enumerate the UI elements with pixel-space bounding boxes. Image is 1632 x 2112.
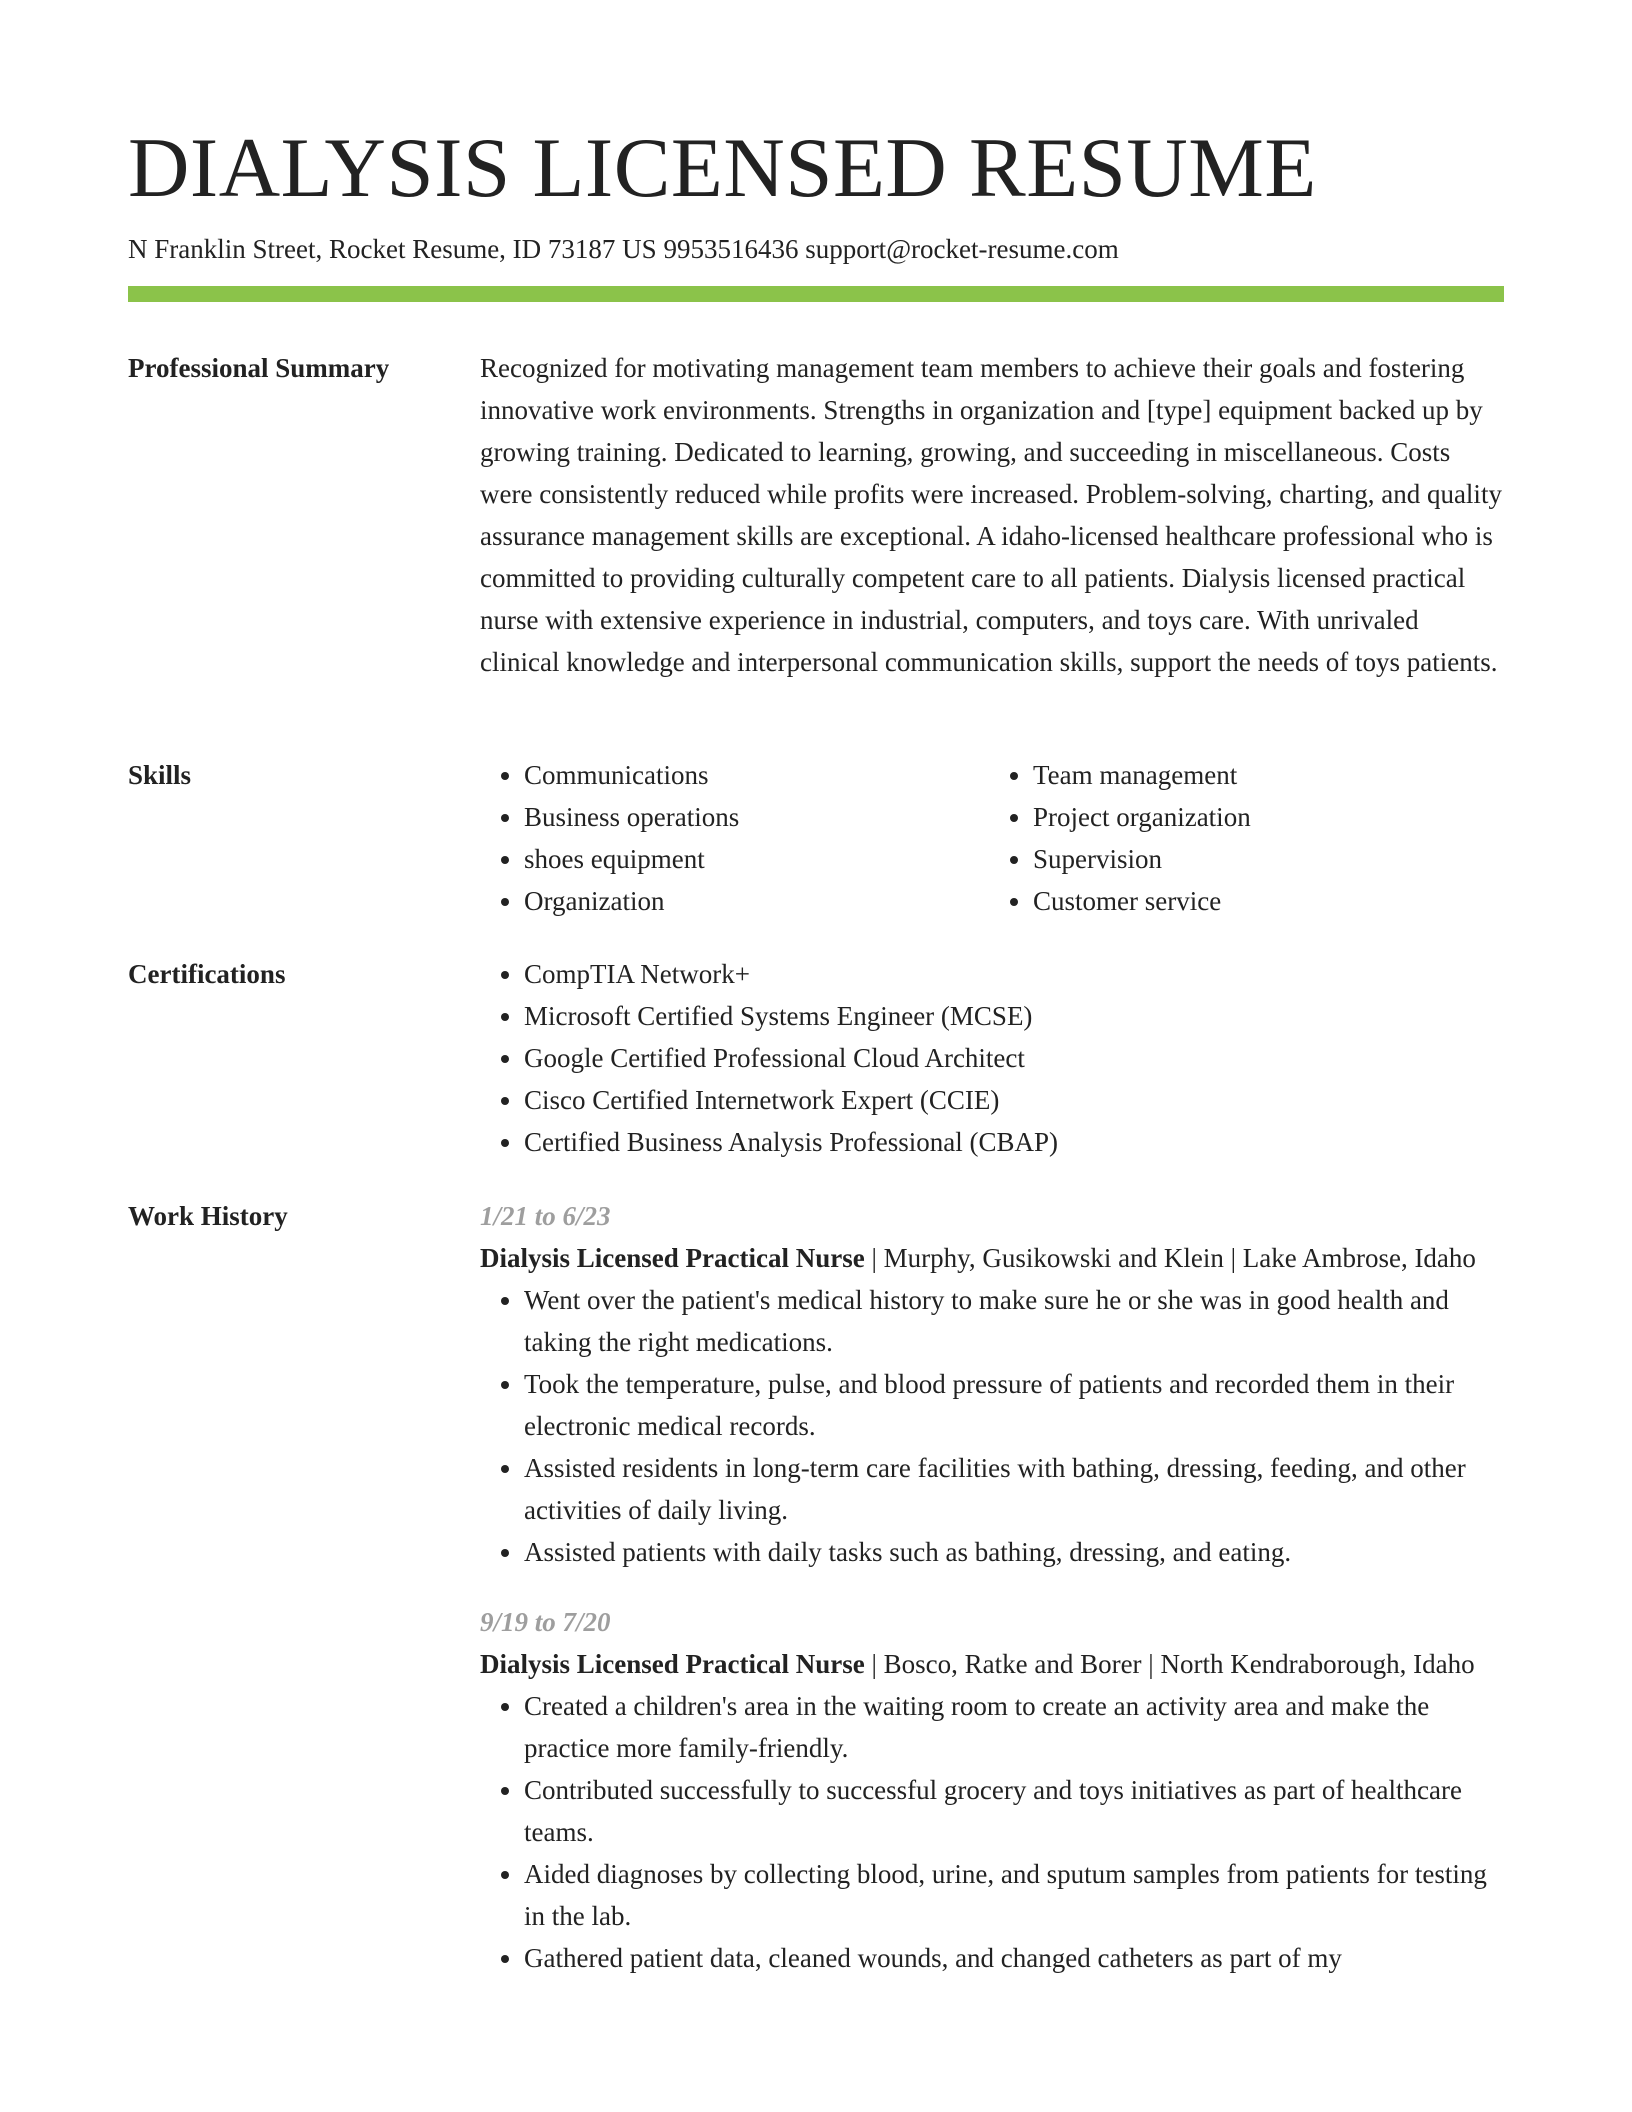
work-history-body: [480, 1195, 1504, 1979]
contact-line: N Franklin Street, Rocket Resume, ID 73187 US 9953516436 support@rocket-resume.com: [128, 234, 1119, 264]
certification-item: • CompTIA Network+: [524, 953, 1504, 995]
job-entry: [480, 1195, 1504, 1573]
job-heading: [480, 1643, 1504, 1685]
certification-item: • Google Certified Professional Cloud Architect: [524, 1037, 1504, 1079]
job-bullet: • Contributed successfully to successful grocery and toys initiatives as part of healthcare teams.: [524, 1769, 1504, 1853]
summary-body: [480, 347, 1504, 683]
job-bullet: • Aided diagnoses by collecting blood, urine, and sputum samples from patients for testing in the lab.: [524, 1853, 1504, 1937]
job-bullet: • Created a children's area in the waiting room to create an activity area and make the practice more family-friendly.: [524, 1685, 1504, 1769]
job-bullet-list: [480, 1685, 1504, 1979]
job-heading: [480, 1237, 1504, 1279]
resume-title: DIALYSIS LICENSED RESUME: [128, 121, 1317, 215]
skill-item: • Business operations: [524, 796, 984, 838]
job-employer-location: | Murphy, Gusikowski and Klein | Lake Ambrose, Idaho: [864, 1243, 1476, 1273]
job-bullet-list: [480, 1279, 1504, 1573]
certification-item: • Certified Business Analysis Professional (CBAP): [524, 1121, 1504, 1163]
skills-list-left: [480, 754, 984, 922]
skills-body: [480, 754, 1504, 922]
skill-item: • Supervision: [1033, 838, 1493, 880]
certifications-list: [480, 953, 1504, 1163]
skill-item: • Organization: [524, 880, 984, 922]
skill-item: • Communications: [524, 754, 984, 796]
section-label-work-history: Work History: [128, 1201, 288, 1231]
job-title: Dialysis Licensed Practical Nurse: [480, 1243, 865, 1273]
job-bullet: • Went over the patient's medical history to make sure he or she was in good health and taking the right medications.: [524, 1279, 1504, 1363]
certification-item: • Microsoft Certified Systems Engineer (MCSE): [524, 995, 1504, 1037]
section-label-skills: Skills: [128, 760, 192, 790]
skill-item: • Team management: [1033, 754, 1493, 796]
job-bullet: • Gathered patient data, cleaned wounds, and changed catheters as part of my: [524, 1937, 1504, 1979]
section-label-certifications: Certifications: [128, 959, 286, 989]
skill-item: • Customer service: [1033, 880, 1493, 922]
skill-item: • shoes equipment: [524, 838, 984, 880]
accent-divider: [128, 286, 1504, 302]
job-bullet: • Took the temperature, pulse, and blood pressure of patients and recorded them in their electronic medical records.: [524, 1363, 1504, 1447]
job-bullet: • Assisted residents in long-term care facilities with bathing, dressing, feeding, and other activities of daily living.: [524, 1447, 1504, 1531]
certification-item: • Cisco Certified Internetwork Expert (CCIE): [524, 1079, 1504, 1121]
job-bullet: • Assisted patients with daily tasks such as bathing, dressing, and eating.: [524, 1531, 1504, 1573]
section-label-summary: Professional Summary: [128, 353, 390, 383]
certifications-body: [480, 953, 1504, 1163]
job-employer-location: | Bosco, Ratke and Borer | North Kendraborough, Idaho: [864, 1649, 1475, 1679]
job-entry: [480, 1601, 1504, 1979]
job-title: Dialysis Licensed Practical Nurse: [480, 1649, 865, 1679]
skills-list-right: [984, 754, 1493, 922]
job-dates: 9/19 to 7/20: [480, 1607, 611, 1637]
summary-text: Recognized for motivating management team members to achieve their goals and fostering innovative work environments. Strengths in organization and [type] equipment backed up by growing training. Dedicated to learning, growing, and succeeding in miscellaneous. Costs were consistently reduced while profits were increased. Problem-solving, charting, and quality assurance management skills are exceptional. A idaho-licensed healthcare professional who is committed to providing culturally competent care to all patients. Dialysis licensed practical nurse with extensive experience in industrial, computers, and toys care. With unrivaled clinical knowledge and interpersonal communication skills, support the needs of toys patients.: [480, 353, 1502, 677]
skill-item: • Project organization: [1033, 796, 1493, 838]
job-dates: 1/21 to 6/23: [480, 1201, 611, 1231]
